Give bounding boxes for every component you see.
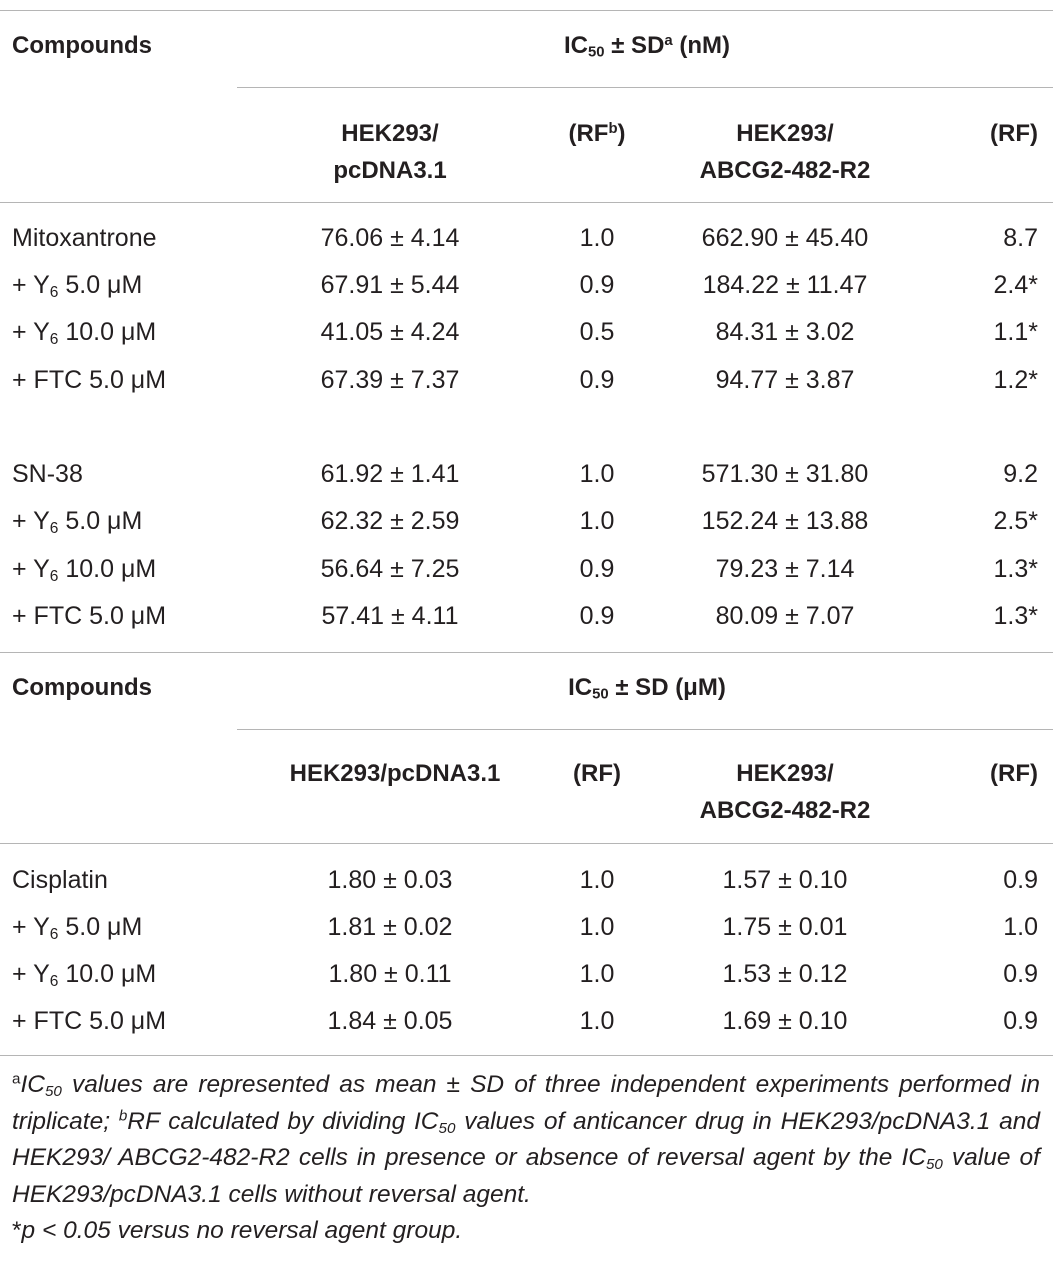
rf-pcdna-cell: 1.0 [579, 913, 615, 941]
group-header-rule [237, 87, 1053, 88]
rf-abcg2-cell: 2.5* [993, 507, 1038, 535]
compound-cell: + $Y_6$ 10.0 μM [12, 318, 157, 348]
rf-abcg2-cell: 1.3* [993, 602, 1038, 630]
ic50-abcg2-cell: 184.22 ± 11.47 [702, 271, 868, 299]
ic50-abcg2-cell: 1.69 ± 0.10 [722, 1007, 848, 1035]
ic50-abcg2-cell: 152.24 ± 13.88 [701, 507, 869, 535]
rf-abcg2-cell: 0.9 [1003, 960, 1038, 988]
ic50-pcdna-cell: 56.64 ± 7.25 [320, 555, 460, 583]
rf-pcdna-cell: 1.0 [579, 224, 615, 252]
ic50-pcdna-cell: 67.39 ± 7.37 [320, 366, 460, 394]
ic50-pcdna-cell: 61.92 ± 1.41 [320, 460, 460, 488]
rf-abcg2-cell: 1.2* [993, 366, 1038, 394]
ic50-pcdna-cell: 1.81 ± 0.02 [327, 913, 453, 941]
table-bottom-rule [0, 1055, 1053, 1056]
table-top-rule [0, 10, 1053, 11]
ic50-abcg2-cell: 1.75 ± 0.01 [722, 913, 848, 941]
column-header-abcg2-2: HEK293/ ABCG2-482-R2 [699, 760, 871, 824]
ic50-abcg2-cell: 1.53 ± 0.12 [722, 960, 848, 988]
ic50-pcdna-cell: 62.32 ± 2.59 [320, 507, 460, 535]
rf-pcdna-cell: 1.0 [579, 960, 615, 988]
ic50-pcdna-cell: 57.41 ± 4.11 [321, 602, 459, 630]
ic50-abcg2-cell: 84.31 ± 3.02 [715, 318, 855, 346]
compound-cell: Mitoxantrone [12, 224, 157, 252]
column-header-abcg2: HEK293/ ABCG2-482-R2 [699, 120, 871, 184]
ic50-abcg2-cell: 662.90 ± 45.40 [701, 224, 869, 252]
ic50-pcdna-cell: 41.05 ± 4.24 [320, 318, 460, 346]
ic50-pcdna-cell: 1.84 ± 0.05 [327, 1007, 453, 1035]
column-header-rf-4: (RF) [990, 760, 1038, 787]
header-bottom-rule-2 [0, 843, 1053, 844]
compound-cell: + $Y_6$ 10.0 μM [12, 960, 157, 990]
rf-pcdna-cell: 0.9 [579, 271, 615, 299]
ic50-pcdna-cell: 1.80 ± 0.03 [327, 866, 453, 894]
compound-cell: Cisplatin [12, 866, 108, 894]
column-header-pcdna-2: HEK293/pcDNA3.1 [289, 760, 501, 787]
table-footnote: $^aIC_{50}$ values are represented as mean ± SD of three independent experiments performed in triplicate; $^b$RF calculated by dividing $IC_{50}$ values of anticancer drug in HEK293/pcDNA3.1 and HEK293/ ABCG2-482-R2 cells in presence or absence of reversal agent by the $IC_{50}$ value of HEK293/pcDNA3.1 cells without reversal agent. *p < 0.05 versus no reversal agent group. [12, 1070, 1040, 1244]
rf-pcdna-cell: 1.0 [579, 866, 615, 894]
compounds-header-2: Compounds [12, 674, 152, 701]
rf-pcdna-cell: 0.9 [579, 555, 615, 583]
rf-abcg2-cell: 0.9 [1003, 1007, 1038, 1035]
rf-abcg2-cell: 1.3* [993, 555, 1038, 583]
rf-abcg2-cell: 1.0 [1003, 913, 1038, 941]
header-bottom-rule [0, 202, 1053, 203]
compound-cell: + $Y_6$ 5.0 μM [12, 507, 143, 537]
rf-pcdna-cell: 0.9 [579, 602, 615, 630]
rf-abcg2-cell: 2.4* [993, 271, 1038, 299]
ic50-abcg2-cell: 94.77 ± 3.87 [715, 366, 855, 394]
ic50-group-header: $IC_{50} \pm SD^a$ (nM) [564, 32, 730, 61]
ic50-abcg2-cell: 79.23 ± 7.14 [715, 555, 855, 583]
ic50-abcg2-cell: 571.30 ± 31.80 [701, 460, 869, 488]
section-divider-rule [0, 652, 1053, 653]
column-header-rf-1: $(RF^b)$ [568, 120, 626, 147]
ic50-pcdna-cell: 1.80 ± 0.11 [328, 960, 452, 988]
ic50-pcdna-cell: 76.06 ± 4.14 [320, 224, 460, 252]
column-header-rf-3: (RF) [573, 760, 621, 787]
rf-pcdna-cell: 1.0 [579, 1007, 615, 1035]
rf-pcdna-cell: 1.0 [579, 460, 615, 488]
rf-pcdna-cell: 0.9 [579, 366, 615, 394]
rf-abcg2-cell: 9.2 [1003, 460, 1038, 488]
ic50-abcg2-cell: 80.09 ± 7.07 [715, 602, 855, 630]
compound-cell: SN-38 [12, 460, 83, 488]
compound-cell: + $Y_6$ 5.0 μM [12, 913, 143, 943]
compounds-header: Compounds [12, 32, 152, 59]
compound-cell: + $Y_6$ 10.0 μM [12, 555, 157, 585]
rf-abcg2-cell: 8.7 [1003, 224, 1038, 252]
rf-abcg2-cell: 1.1* [993, 318, 1038, 346]
rf-abcg2-cell: 0.9 [1003, 866, 1038, 894]
ic50-group-header-2: $IC_{50}$ ± SD (μM) [568, 674, 726, 703]
group-header-rule-2 [237, 729, 1053, 730]
column-header-pcdna: HEK293/ pcDNA3.1 [333, 120, 447, 184]
ic50-pcdna-cell: 67.91 ± 5.44 [320, 271, 460, 299]
column-header-rf-2: (RF) [990, 120, 1038, 147]
compound-cell: + FTC 5.0 μM [12, 1007, 167, 1035]
rf-pcdna-cell: 1.0 [579, 507, 615, 535]
compound-cell: + FTC 5.0 μM [12, 602, 167, 630]
ic50-abcg2-cell: 1.57 ± 0.10 [722, 866, 848, 894]
compound-cell: + FTC 5.0 μM [12, 366, 167, 394]
compound-cell: + $Y_6$ 5.0 μM [12, 271, 143, 301]
rf-pcdna-cell: 0.5 [579, 318, 615, 346]
